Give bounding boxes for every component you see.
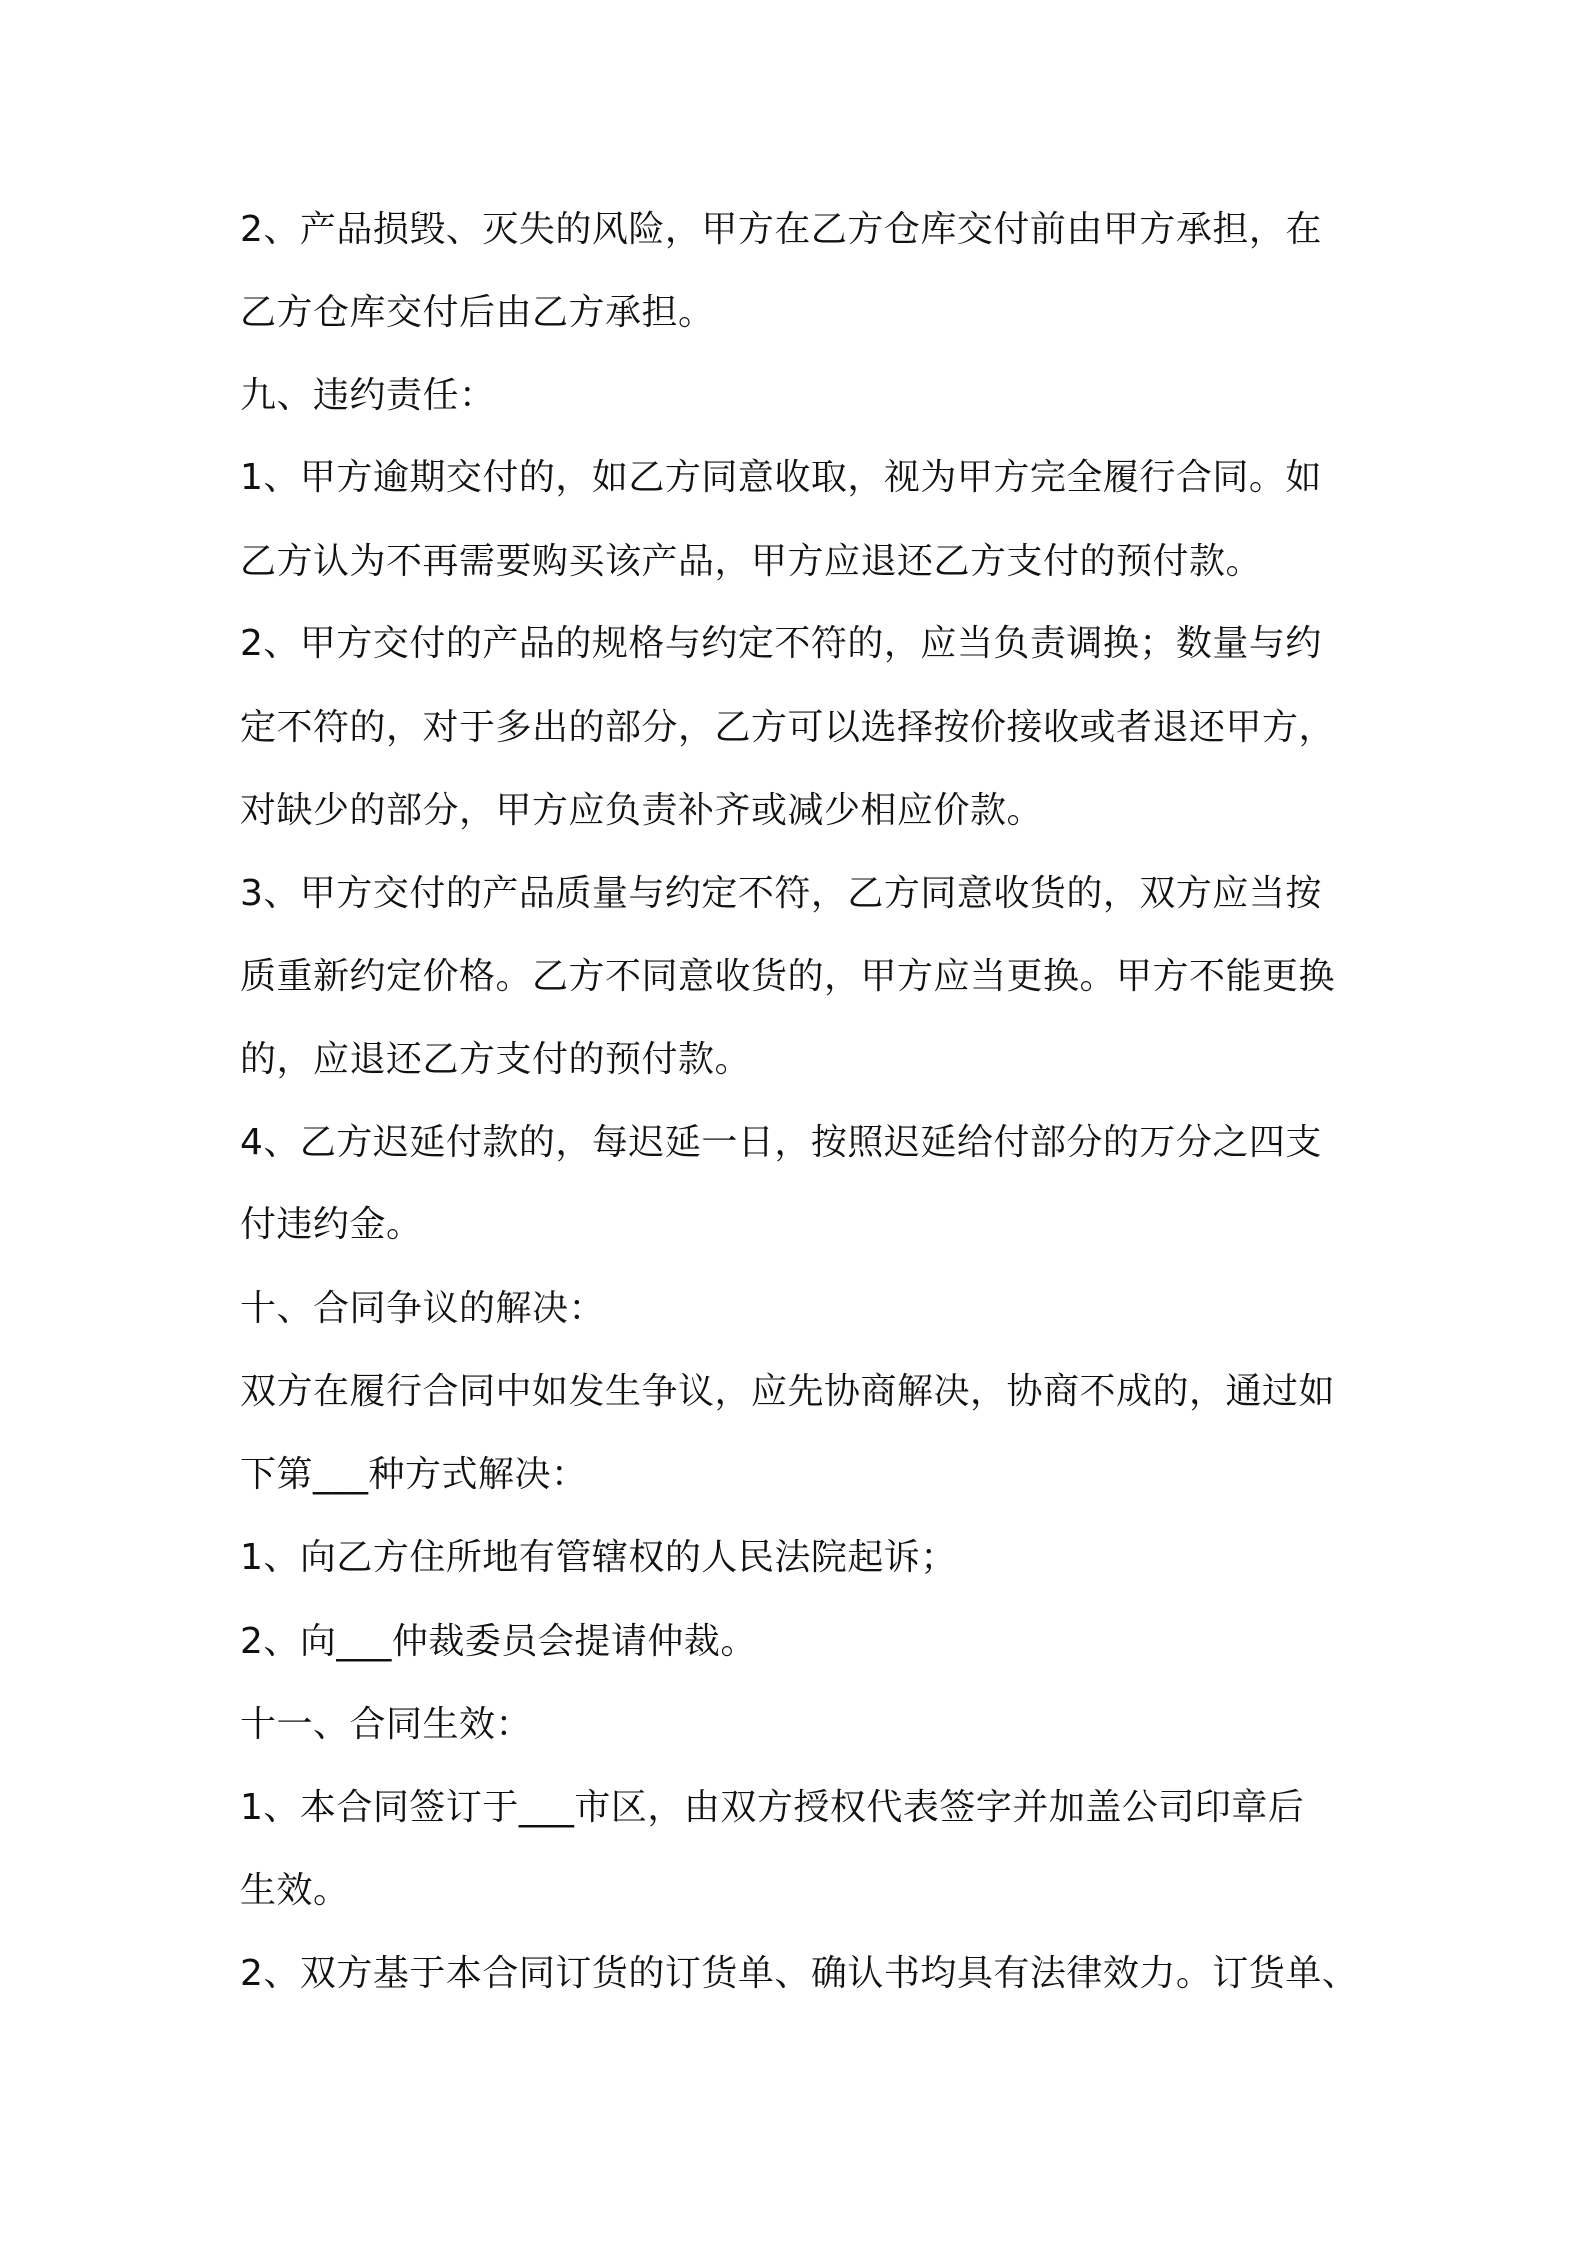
paragraph-line: 1、甲方逾期交付的，如乙方同意收取，视为甲方完全履行合同。如: [240, 457, 1322, 498]
paragraph-line: 2、产品损毁、灭失的风险，甲方在乙方仓库交付前由甲方承担，在: [240, 209, 1322, 250]
paragraph-line: 下第___种方式解决：: [240, 1454, 588, 1495]
paragraph-line: 生效。: [240, 1870, 350, 1911]
section-heading-contract-effectiveness: 十一、合同生效：: [240, 1704, 533, 1745]
paragraph-line: 双方在履行合同中如发生争议，应先协商解决，协商不成的，通过如: [240, 1371, 1336, 1412]
paragraph-line: 1、向乙方住所地有管辖权的人民法院起诉；: [240, 1537, 957, 1578]
paragraph-line: 2、向___仲裁委员会提请仲裁。: [240, 1621, 757, 1662]
paragraph-line: 3、甲方交付的产品质量与约定不符，乙方同意收货的，双方应当按: [240, 873, 1322, 914]
paragraph-line: 4、乙方迟延付款的，每迟延一日，按照迟延给付部分的万分之四支: [240, 1122, 1322, 1163]
paragraph-line: 对缺少的部分，甲方应负责补齐或减少相应价款。: [240, 790, 1044, 831]
paragraph-line: 的，应退还乙方支付的预付款。: [240, 1039, 752, 1080]
section-heading-breach-liability: 九、违约责任：: [240, 375, 496, 416]
paragraph-line: 1、本合同签订于___市区，由双方授权代表签字并加盖公司印章后: [240, 1787, 1305, 1828]
paragraph-line: 质重新约定价格。乙方不同意收货的，甲方应当更换。甲方不能更换: [240, 956, 1336, 997]
paragraph-line: 定不符的，对于多出的部分，乙方可以选择按价接收或者退还甲方，: [240, 707, 1336, 748]
section-heading-dispute-resolution: 十、合同争议的解决：: [240, 1288, 606, 1329]
paragraph-line: 乙方认为不再需要购买该产品，甲方应退还乙方支付的预付款。: [240, 541, 1263, 582]
paragraph-line: 2、双方基于本合同订货的订货单、确认书均具有法律效力。订货单、: [240, 1953, 1359, 1994]
paragraph-line: 2、甲方交付的产品的规格与约定不符的，应当负责调换；数量与约: [240, 623, 1322, 664]
paragraph-line: 乙方仓库交付后由乙方承担。: [240, 292, 715, 333]
paragraph-line: 付违约金。: [240, 1204, 423, 1245]
